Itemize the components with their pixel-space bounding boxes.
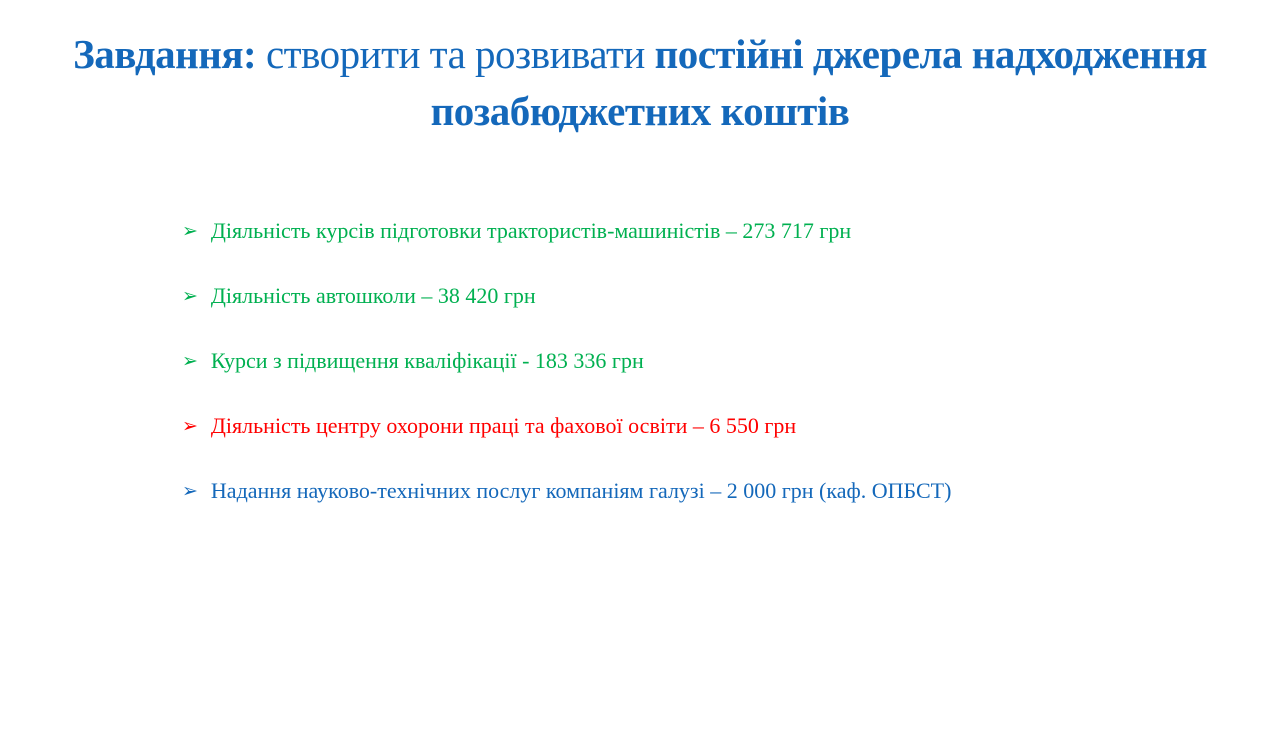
bullet-list [182, 217, 1220, 506]
title-segment-bold: Завдання: [73, 31, 266, 77]
arrowhead-bullet-icon: ➢ [182, 350, 198, 373]
arrowhead-bullet-icon: ➢ [182, 480, 198, 503]
list-item [182, 217, 1220, 246]
presentation-slide [0, 26, 1280, 746]
list-item [182, 477, 1220, 506]
arrowhead-bullet-icon: ➢ [182, 220, 198, 243]
slide-title [60, 26, 1220, 139]
bullet-text: Діяльність центру охорони праці та фахової освіти – 6 550 грн [210, 413, 797, 439]
arrowhead-bullet-icon: ➢ [182, 285, 198, 308]
bullet-text: Надання науково-технічних послуг компаніям галузі – 2 000 грн (каф. ОПБСТ) [210, 478, 952, 504]
title-segment-regular: створити та розвивати [265, 31, 655, 77]
list-item [182, 412, 1220, 441]
title-segment-bold: постійні джерела надходження позабюджетних коштів [430, 31, 1207, 134]
bullet-text: Курси з підвищення кваліфікації - 183 336 грн [210, 348, 644, 374]
list-item [182, 347, 1220, 376]
bullet-text: Діяльність автошколи – 38 420 грн [210, 283, 536, 309]
arrowhead-bullet-icon: ➢ [182, 415, 198, 438]
list-item [182, 282, 1220, 311]
bullet-text: Діяльність курсів підготовки трактористів-машиністів – 273 717 грн [210, 218, 852, 244]
